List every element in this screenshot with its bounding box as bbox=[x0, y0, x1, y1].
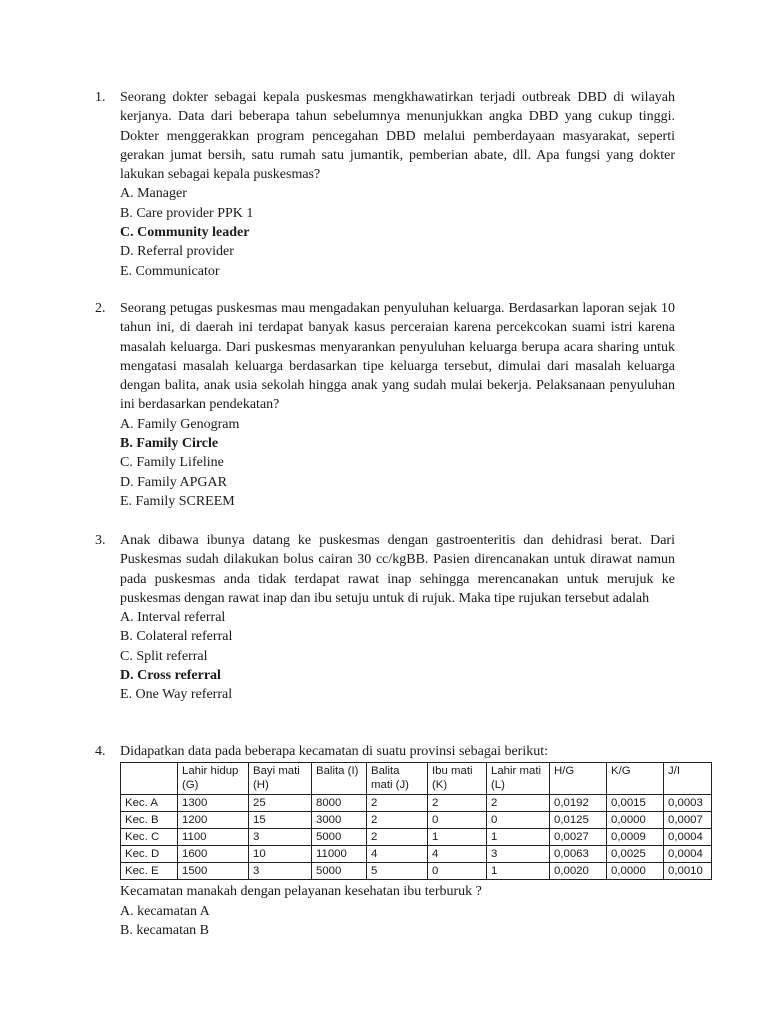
table-cell: 0,0020 bbox=[550, 863, 607, 880]
table-cell: 0,0000 bbox=[607, 812, 664, 829]
option-e: E. Family SCREEM bbox=[120, 493, 235, 509]
table-cell: 0,0010 bbox=[664, 863, 712, 880]
table-cell: 2 bbox=[367, 812, 428, 829]
option-c: C. Family Lifeline bbox=[120, 455, 224, 471]
table-cell: 0 bbox=[428, 812, 487, 829]
option-b: B. Care provider PPK 1 bbox=[120, 205, 254, 221]
table-cell: 0,0192 bbox=[550, 795, 607, 812]
table-header-cell: Ibu mati (K) bbox=[428, 763, 487, 795]
option-d: D. Referral provider bbox=[120, 244, 234, 260]
table-cell: 1200 bbox=[178, 812, 249, 829]
question-3 bbox=[95, 531, 675, 705]
table-cell: 0,0003 bbox=[664, 795, 712, 812]
question-number: 4. bbox=[95, 744, 106, 759]
question-stem: Didapatkan data pada beberapa kecamatan di suatu provinsi sebagai berikut: bbox=[120, 744, 548, 759]
table-row bbox=[121, 795, 712, 812]
table-cell: 3 bbox=[249, 829, 312, 846]
table-cell: 25 bbox=[249, 795, 312, 812]
table-row bbox=[121, 846, 712, 863]
table-cell: 0,0027 bbox=[550, 829, 607, 846]
table-cell: 0 bbox=[428, 863, 487, 880]
question-number: 3. bbox=[95, 533, 106, 548]
table-cell: 1600 bbox=[178, 846, 249, 863]
question-stem: Seorang dokter sebagai kepala puskesmas mengkhawatirkan terjadi outbreak DBD di wilayah kerjanya. Data dari beberapa tahun sebelumnya menunjukkan angka DBD yang cukup tinggi. Dokter menggerakkan program pencegahan DBD melalui pemberdayaan masyarakat, seperti gerakan jumat bersih, satu rumah satu jumantik, pemberian abate, dll. Apa fungsi yang dokter lakukan sebagai kepala puskesmas? bbox=[120, 90, 675, 183]
table-cell: 3000 bbox=[312, 812, 367, 829]
option-b-answer: B. Family Circle bbox=[120, 436, 219, 452]
question-stem: Seorang petugas puskesmas mau mengadakan penyuluhan keluarga. Berdasarkan laporan sejak 10 tahun ini, di daerah ini terdapat banyak kasus perceraian karena percekcokan suami istri karena masalah keluarga. Dari puskesmas menyarankan penyuluhan keluarga berupa acara sharing untuk mengatasi masalah keluarga berdasarkan tipe keluarga tersebut, dimulai dari masalah keluarga dengan balita, anak usia sekolah hingga anak yang sudah mulai bekerja. Pelaksanaan penyuluhan ini berdasarkan pendekatan? bbox=[120, 301, 675, 413]
table-header-cell: K/G bbox=[607, 763, 664, 795]
question-text: Kecamatan manakah dengan pelayanan kesehatan ibu terburuk ? bbox=[120, 884, 482, 900]
option-a: A. kecamatan A bbox=[120, 903, 210, 919]
table-row-label: Kec. D bbox=[121, 846, 178, 863]
table-cell: 5 bbox=[367, 863, 428, 880]
option-a: A. Family Genogram bbox=[120, 416, 240, 432]
table-cell: 1500 bbox=[178, 863, 249, 880]
table-cell: 5000 bbox=[312, 863, 367, 880]
question-2 bbox=[95, 299, 675, 511]
table-row bbox=[121, 812, 712, 829]
option-a: A. Manager bbox=[120, 186, 187, 202]
option-a: A. Interval referral bbox=[120, 610, 226, 626]
option-c: C. Split referral bbox=[120, 648, 208, 664]
option-c-answer: C. Community leader bbox=[120, 225, 250, 241]
question-stem: Anak dibawa ibunya datang ke puskesmas dengan gastroenteritis dan dehidrasi berat. Dari Puskesmas sudah dilakukan bolus cairan 30 cc/kgBB. Pasien direncanakan untuk dirawat namun pada puskesmas anda tidak terdapat rawat inap sehingga merencanakan untuk merujuk ke puskesmas dengan rawat inap dan ibu setuju untuk di rujuk. Maka tipe rujukan tersebut adalah bbox=[120, 533, 675, 606]
option-b: B. Colateral referral bbox=[120, 629, 233, 645]
table-cell: 0,0125 bbox=[550, 812, 607, 829]
table-row bbox=[121, 863, 712, 880]
question-1 bbox=[95, 88, 675, 281]
table-cell: 1100 bbox=[178, 829, 249, 846]
table-cell: 0,0015 bbox=[607, 795, 664, 812]
option-b: B. kecamatan B bbox=[120, 922, 210, 938]
table-cell: 0,0009 bbox=[607, 829, 664, 846]
table-cell: 2 bbox=[367, 829, 428, 846]
table-header-cell: Bayi mati (H) bbox=[249, 763, 312, 795]
question-number: 1. bbox=[95, 90, 106, 105]
table-cell: 0,0004 bbox=[664, 829, 712, 846]
table-cell: 8000 bbox=[312, 795, 367, 812]
option-d: D. Family APGAR bbox=[120, 474, 227, 490]
table-cell: 0,0063 bbox=[550, 846, 607, 863]
option-e: E. Communicator bbox=[120, 263, 220, 279]
table-cell: 3 bbox=[249, 863, 312, 880]
table-cell: 4 bbox=[428, 846, 487, 863]
table-header-cell: Balita mati (J) bbox=[367, 763, 428, 795]
table-cell: 2 bbox=[367, 795, 428, 812]
table-row bbox=[121, 829, 712, 846]
table-cell: 2 bbox=[487, 795, 550, 812]
table-header-cell: J/I bbox=[664, 763, 712, 795]
table-cell: 11000 bbox=[312, 846, 367, 863]
table-cell: 1300 bbox=[178, 795, 249, 812]
option-e: E. One Way referral bbox=[120, 687, 233, 703]
table-cell: 5000 bbox=[312, 829, 367, 846]
table-cell: 2 bbox=[428, 795, 487, 812]
table-row-label: Kec. C bbox=[121, 829, 178, 846]
question-number: 2. bbox=[95, 301, 106, 316]
data-table bbox=[120, 762, 712, 880]
table-row-label: Kec. E bbox=[121, 863, 178, 880]
table-cell: 0,0004 bbox=[664, 846, 712, 863]
table-cell: 0,0000 bbox=[607, 863, 664, 880]
table-cell: 15 bbox=[249, 812, 312, 829]
table-cell: 1 bbox=[487, 829, 550, 846]
table-header-cell: H/G bbox=[550, 763, 607, 795]
table-cell: 1 bbox=[428, 829, 487, 846]
table-cell: 0,0025 bbox=[607, 846, 664, 863]
table-cell: 3 bbox=[487, 846, 550, 863]
table-header-row bbox=[121, 763, 712, 795]
table-cell: 1 bbox=[487, 863, 550, 880]
table-row-label: Kec. A bbox=[121, 795, 178, 812]
table-cell: 0,0007 bbox=[664, 812, 712, 829]
table-header-cell: Balita (I) bbox=[312, 763, 367, 795]
table-row-label: Kec. B bbox=[121, 812, 178, 829]
table-header-cell bbox=[121, 763, 178, 795]
option-d-answer: D. Cross referral bbox=[120, 668, 221, 684]
table-cell: 4 bbox=[367, 846, 428, 863]
table-header-cell: Lahir hidup (G) bbox=[178, 763, 249, 795]
table-header-cell: Lahir mati (L) bbox=[487, 763, 550, 795]
question-4 bbox=[95, 742, 703, 940]
table-cell: 0 bbox=[487, 812, 550, 829]
table-cell: 10 bbox=[249, 846, 312, 863]
